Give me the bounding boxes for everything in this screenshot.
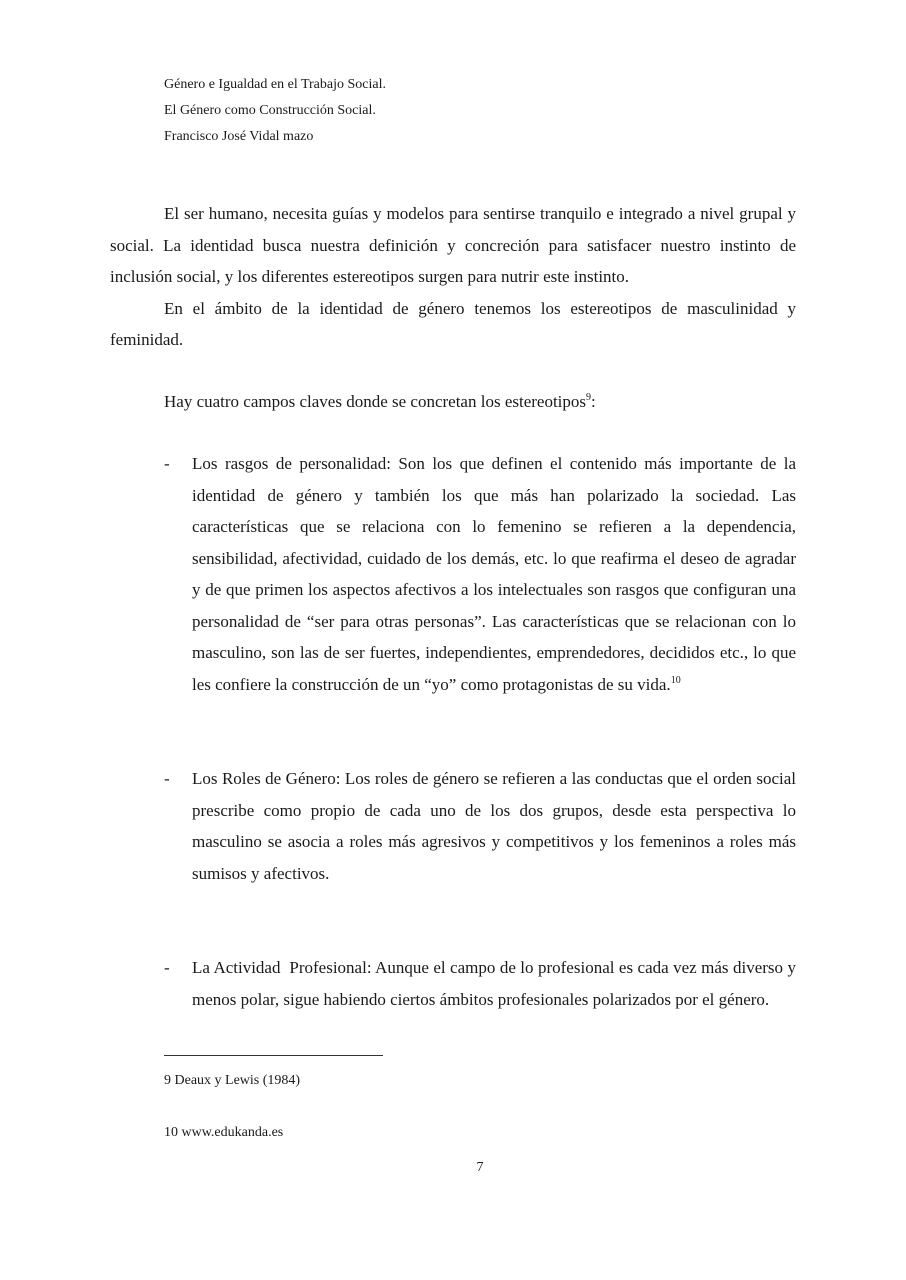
header-chapter-title: El Género como Construcción Social. — [164, 103, 376, 118]
bullet-marker: - — [164, 454, 170, 473]
running-header — [164, 72, 386, 150]
list-intro-text: Hay cuatro campos claves donde se concretan los estereotipos — [164, 392, 587, 411]
paragraph-human-needs: El ser humano, necesita guías y modelos para sentirse tranquilo e integrado a nivel grupal y social. La identidad busca nuestra definición y concreción para satisfacer nuestro instinto de inclusión social, y los diferentes estereotipos surgen para nutrir este instinto. — [110, 204, 796, 286]
footnote-ref-9[interactable]: 9 — [586, 392, 592, 403]
intro-text — [110, 198, 796, 356]
page-number: 7 — [476, 1160, 484, 1175]
footnote-10: 10 www.edukanda.es — [164, 1125, 284, 1140]
list-item-gender-roles — [164, 763, 796, 889]
footnote-divider — [164, 1055, 383, 1056]
list-item-professional-activity — [164, 952, 801, 1015]
header-author: Francisco José Vidal mazo — [164, 129, 314, 144]
bullet-text: La Actividad Profesional: Aunque el campo de lo profesional es cada vez más diverso y menos polar, sigue habiendo ciertos ámbitos profesionales polarizados por el género. — [192, 958, 801, 1009]
footnote-9: 9 Deaux y Lewis (1984) — [164, 1073, 301, 1088]
bullet-marker: - — [164, 769, 170, 788]
header-course-title: Género e Igualdad en el Trabajo Social. — [164, 77, 386, 92]
bullet-text: Los Roles de Género: Los roles de género se refieren a las conductas que el orden social prescribe como propio de cada uno de los dos grupos, desde esta perspectiva lo masculino se asocia a roles más agresivos y competitivos y los femeninos a roles más sumisos y afectivos. — [192, 769, 796, 883]
bullet-marker: - — [164, 958, 170, 977]
list-item-personality-traits — [164, 448, 796, 700]
footnote-ref-10[interactable]: 10 — [670, 674, 681, 686]
bullet-text-body: Los rasgos de personalidad: Son los que definen el contenido más importante de la identidad de género y también los que más han polarizado la sociedad. Las características que se relaciona con lo femenino se refieren a la dependencia, sensibilidad, afectividad, cuidado de los demás, etc. lo que reafirma el deseo de agradar y de que primen los aspectos afectivos a los intelectuales son rasgos que configuran una personalidad de “ser para otras personas”. Las características que se relacionan con lo masculino, son las de ser fuertes, independientes, emprendedores, decididos etc., lo que les confiere la construcción de un “yo” como protagonistas de su vida. — [192, 454, 796, 694]
bullet-text — [192, 448, 796, 700]
paragraph-gender-identity: En el ámbito de la identidad de género tenemos los estereotipos de masculinidad y feminidad. — [110, 298, 796, 349]
list-intro-suffix: : — [591, 392, 596, 411]
list-intro — [164, 386, 596, 418]
